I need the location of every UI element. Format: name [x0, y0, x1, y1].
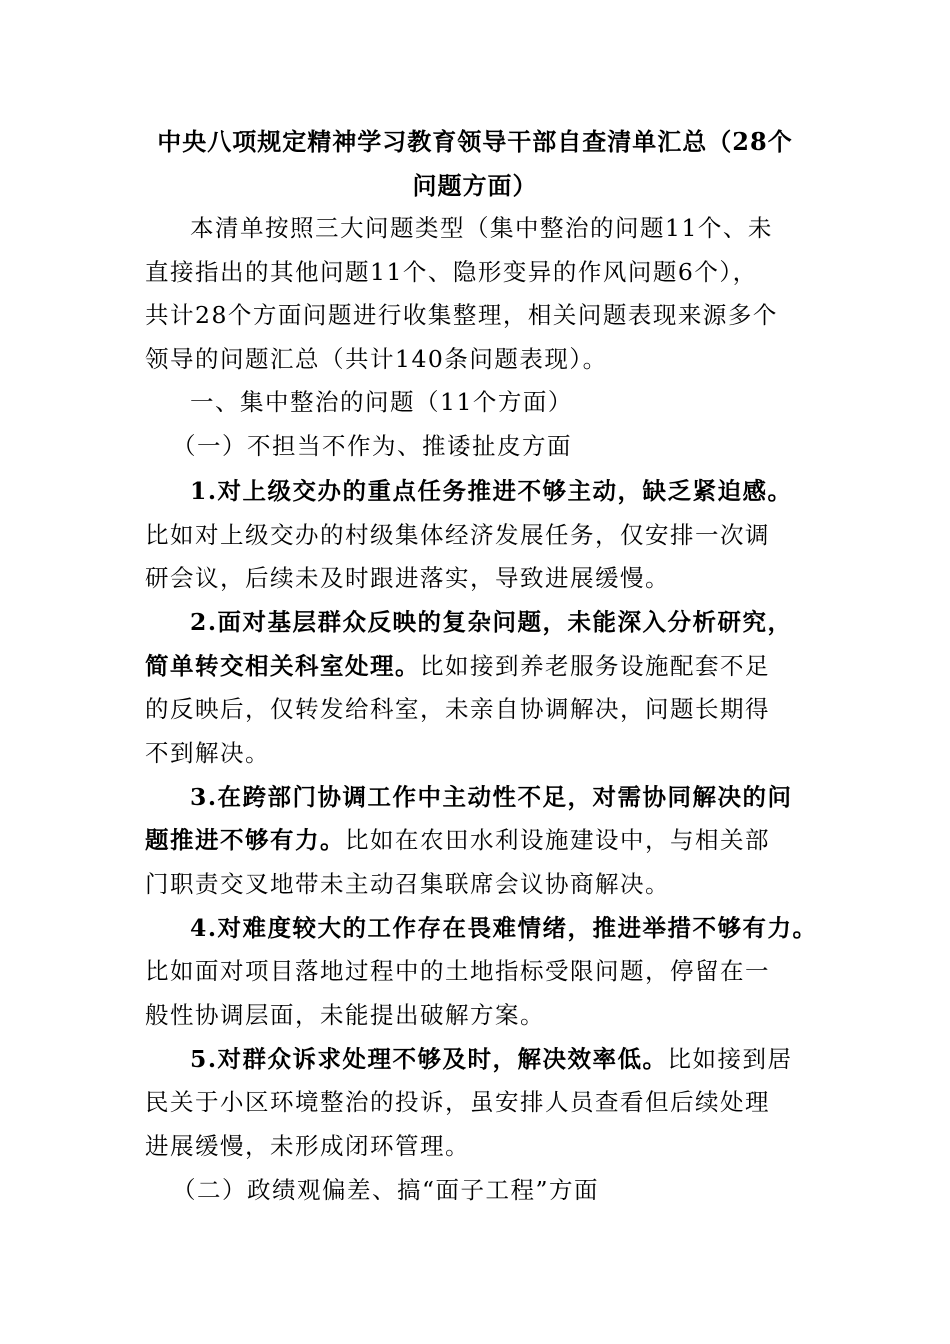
item-2-bold-1: 2.面对基层群众反映的复杂问题，未能深入分析研究，: [190, 608, 793, 636]
item-3-heading: [190, 782, 870, 812]
item-2-bold-2: 简单转交相关科室处理。: [145, 652, 420, 680]
document-title: [140, 120, 810, 208]
item-1-bold: 1.对上级交办的重点任务推进不够主动，缺乏紧迫感。: [190, 477, 793, 505]
intro-line-1: 本清单按照三大问题类型（集中整治的问题11个、未: [190, 214, 773, 242]
section-heading-1: 一、集中整治的问题（11个方面）: [190, 388, 573, 416]
item-3-bold-2: 题推进不够有力。: [145, 826, 345, 854]
item-1-line-3: 研会议，后续未及时跟进落实，导致进展缓慢。: [145, 564, 670, 592]
item-2-line-2: [145, 651, 825, 681]
item-4-line-2: 比如面对项目落地过程中的土地指标受限问题，停留在一: [145, 957, 770, 985]
item-3-bold-1: 3.在跨部门协调工作中主动性不足，对需协同解决的问: [190, 783, 793, 811]
item-3-line-2: [145, 825, 825, 855]
item-5-rest-1: 比如接到居: [667, 1045, 793, 1073]
item-3-rest-2: 比如在农田水利设施建设中，与相关部: [345, 826, 770, 854]
subsection-heading-2: （二）政绩观偏差、搞“面子工程”方面: [172, 1176, 600, 1204]
title-line-2: 问题方面）: [412, 171, 538, 200]
item-5-line-2: 民关于小区环境整治的投诉，虽安排人员查看但后续处理: [145, 1088, 770, 1116]
intro-line-3: 共计28个方面问题进行收集整理，相关问题表现来源多个: [145, 301, 778, 329]
subsection-heading-1: （一）不担当不作为、推诿扯皮方面: [172, 432, 572, 460]
item-1-line-2: 比如对上级交办的村级集体经济发展任务，仅安排一次调: [145, 521, 770, 549]
item-5-line-3: 进展缓慢，未形成闭环管理。: [145, 1132, 470, 1160]
item-2-line-4: 不到解决。: [145, 739, 270, 767]
intro-line-2: 直接指出的其他问题11个、隐形变异的作风问题6个），: [145, 258, 758, 286]
item-4-bold: 4.对难度较大的工作存在畏难情绪，推进举措不够有力。: [190, 914, 818, 942]
item-5-bold: 5.对群众诉求处理不够及时，解决效率低。: [190, 1045, 668, 1073]
item-4-line-3: 般性协调层面，未能提出破解方案。: [145, 1001, 545, 1029]
title-line-1: 中央八项规定精神学习教育领导干部自查清单汇总（28个: [157, 127, 793, 156]
item-2-line-3: 的反映后，仅转发给科室，未亲自协调解决，问题长期得: [145, 695, 770, 723]
item-1-heading: [190, 476, 870, 506]
item-5-heading: [190, 1044, 870, 1074]
intro-line-4: 领导的问题汇总（共计140条问题表现）。: [145, 345, 608, 373]
item-3-line-3: 门职责交叉地带未主动召集联席会议协商解决。: [145, 870, 670, 898]
item-2-heading: [190, 607, 870, 637]
item-4-heading: [190, 913, 870, 943]
item-2-rest-2: 比如接到养老服务设施配套不足: [420, 652, 770, 680]
